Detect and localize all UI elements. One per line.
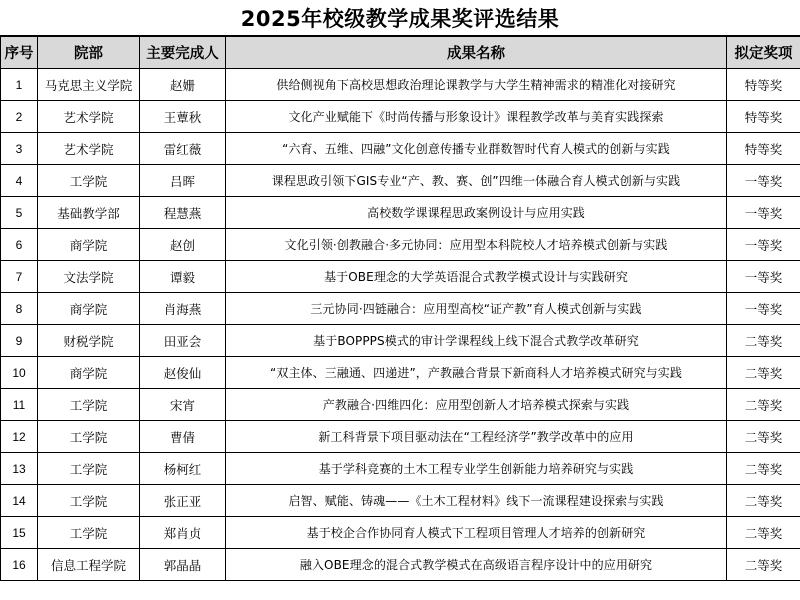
cell-index: 9 bbox=[1, 325, 38, 357]
cell-index: 14 bbox=[1, 485, 38, 517]
cell-leader: 宋宵 bbox=[140, 389, 226, 421]
cell-college: 马克思主义学院 bbox=[38, 69, 140, 101]
cell-leader: 曹倩 bbox=[140, 421, 226, 453]
table-row bbox=[1, 421, 800, 453]
cell-index: 16 bbox=[1, 549, 38, 581]
cell-index: 11 bbox=[1, 389, 38, 421]
page-title: 2025年校级教学成果奖评选结果 bbox=[0, 0, 800, 36]
cell-leader: 田亚会 bbox=[140, 325, 226, 357]
cell-award: 一等奖 bbox=[727, 165, 800, 197]
table-row bbox=[1, 549, 800, 581]
cell-award: 二等奖 bbox=[727, 325, 800, 357]
cell-achievement: 课程思政引领下GIS专业“产、教、赛、创”四维一体融合育人模式创新与实践 bbox=[226, 165, 727, 197]
table-row bbox=[1, 229, 800, 261]
header-row bbox=[1, 37, 800, 69]
cell-achievement: 三元协同·四链融合：应用型高校“证产教”育人模式创新与实践 bbox=[226, 293, 727, 325]
cell-leader: 张正亚 bbox=[140, 485, 226, 517]
table-row bbox=[1, 517, 800, 549]
table-row bbox=[1, 101, 800, 133]
cell-college: 商学院 bbox=[38, 229, 140, 261]
cell-leader: 谭毅 bbox=[140, 261, 226, 293]
cell-college: 商学院 bbox=[38, 357, 140, 389]
cell-award: 一等奖 bbox=[727, 293, 800, 325]
cell-college: 工学院 bbox=[38, 485, 140, 517]
cell-award: 二等奖 bbox=[727, 357, 800, 389]
header-award: 拟定奖项 bbox=[727, 37, 800, 69]
cell-award: 二等奖 bbox=[727, 517, 800, 549]
cell-achievement: 供给侧视角下高校思想政治理论课教学与大学生精神需求的精准化对接研究 bbox=[226, 69, 727, 101]
cell-index: 15 bbox=[1, 517, 38, 549]
cell-achievement: 融入OBE理念的混合式教学模式在高级语言程序设计中的应用研究 bbox=[226, 549, 727, 581]
cell-index: 8 bbox=[1, 293, 38, 325]
table-row bbox=[1, 485, 800, 517]
header-achievement: 成果名称 bbox=[226, 37, 727, 69]
cell-index: 12 bbox=[1, 421, 38, 453]
cell-index: 5 bbox=[1, 197, 38, 229]
cell-award: 一等奖 bbox=[727, 197, 800, 229]
cell-achievement: 新工科背景下项目驱动法在“工程经济学”教学改革中的应用 bbox=[226, 421, 727, 453]
cell-college: 基础教学部 bbox=[38, 197, 140, 229]
table-row bbox=[1, 197, 800, 229]
cell-achievement: 产教融合·四维四化：应用型创新人才培养模式探索与实践 bbox=[226, 389, 727, 421]
cell-college: 工学院 bbox=[38, 421, 140, 453]
table-row bbox=[1, 389, 800, 421]
table-row bbox=[1, 165, 800, 197]
cell-leader: 杨柯红 bbox=[140, 453, 226, 485]
cell-leader: 郭晶晶 bbox=[140, 549, 226, 581]
header-leader: 主要完成人 bbox=[140, 37, 226, 69]
cell-college: 工学院 bbox=[38, 165, 140, 197]
cell-college: 艺术学院 bbox=[38, 101, 140, 133]
cell-leader: 郑肖贞 bbox=[140, 517, 226, 549]
cell-index: 1 bbox=[1, 69, 38, 101]
cell-award: 一等奖 bbox=[727, 261, 800, 293]
cell-college: 信息工程学院 bbox=[38, 549, 140, 581]
table-row bbox=[1, 69, 800, 101]
cell-achievement: “双主体、三融通、四递进”，产教融合背景下新商科人才培养模式研究与实践 bbox=[226, 357, 727, 389]
results-table bbox=[0, 36, 800, 581]
cell-college: 工学院 bbox=[38, 517, 140, 549]
cell-achievement: 高校数学课课程思政案例设计与应用实践 bbox=[226, 197, 727, 229]
cell-college: 财税学院 bbox=[38, 325, 140, 357]
table-row bbox=[1, 453, 800, 485]
cell-award: 特等奖 bbox=[727, 101, 800, 133]
cell-college: 工学院 bbox=[38, 389, 140, 421]
cell-achievement: 基于BOPPPS模式的审计学课程线上线下混合式教学改革研究 bbox=[226, 325, 727, 357]
table-body bbox=[1, 69, 800, 581]
cell-index: 6 bbox=[1, 229, 38, 261]
cell-leader: 赵创 bbox=[140, 229, 226, 261]
table-row bbox=[1, 357, 800, 389]
cell-award: 特等奖 bbox=[727, 133, 800, 165]
cell-leader: 程慧燕 bbox=[140, 197, 226, 229]
header-college: 院部 bbox=[38, 37, 140, 69]
cell-achievement: 启智、赋能、铸魂——《土木工程材料》线下一流课程建设探索与实践 bbox=[226, 485, 727, 517]
cell-award: 二等奖 bbox=[727, 485, 800, 517]
cell-college: 文法学院 bbox=[38, 261, 140, 293]
table-row bbox=[1, 261, 800, 293]
cell-leader: 赵姗 bbox=[140, 69, 226, 101]
cell-leader: 吕晖 bbox=[140, 165, 226, 197]
cell-index: 2 bbox=[1, 101, 38, 133]
cell-award: 特等奖 bbox=[727, 69, 800, 101]
cell-leader: 肖海燕 bbox=[140, 293, 226, 325]
cell-college: 商学院 bbox=[38, 293, 140, 325]
cell-college: 工学院 bbox=[38, 453, 140, 485]
cell-index: 10 bbox=[1, 357, 38, 389]
cell-leader: 赵俊仙 bbox=[140, 357, 226, 389]
cell-award: 一等奖 bbox=[727, 229, 800, 261]
cell-achievement: “六育、五维、四融”文化创意传播专业群数智时代育人模式的创新与实践 bbox=[226, 133, 727, 165]
cell-index: 7 bbox=[1, 261, 38, 293]
cell-award: 二等奖 bbox=[727, 389, 800, 421]
cell-achievement: 基于校企合作协同育人模式下工程项目管理人才培养的创新研究 bbox=[226, 517, 727, 549]
cell-achievement: 基于OBE理念的大学英语混合式教学模式设计与实践研究 bbox=[226, 261, 727, 293]
cell-index: 4 bbox=[1, 165, 38, 197]
cell-leader: 王蕈秋 bbox=[140, 101, 226, 133]
table-row bbox=[1, 293, 800, 325]
cell-award: 二等奖 bbox=[727, 421, 800, 453]
cell-award: 二等奖 bbox=[727, 549, 800, 581]
cell-college: 艺术学院 bbox=[38, 133, 140, 165]
cell-index: 13 bbox=[1, 453, 38, 485]
cell-award: 二等奖 bbox=[727, 453, 800, 485]
cell-achievement: 文化引领·创教融合·多元协同：应用型本科院校人才培养模式创新与实践 bbox=[226, 229, 727, 261]
cell-index: 3 bbox=[1, 133, 38, 165]
cell-leader: 雷红薇 bbox=[140, 133, 226, 165]
header-index: 序号 bbox=[1, 37, 38, 69]
table-row bbox=[1, 325, 800, 357]
cell-achievement: 基于学科竞赛的土木工程专业学生创新能力培养研究与实践 bbox=[226, 453, 727, 485]
table-row bbox=[1, 133, 800, 165]
cell-achievement: 文化产业赋能下《时尚传播与形象设计》课程教学改革与美育实践探索 bbox=[226, 101, 727, 133]
